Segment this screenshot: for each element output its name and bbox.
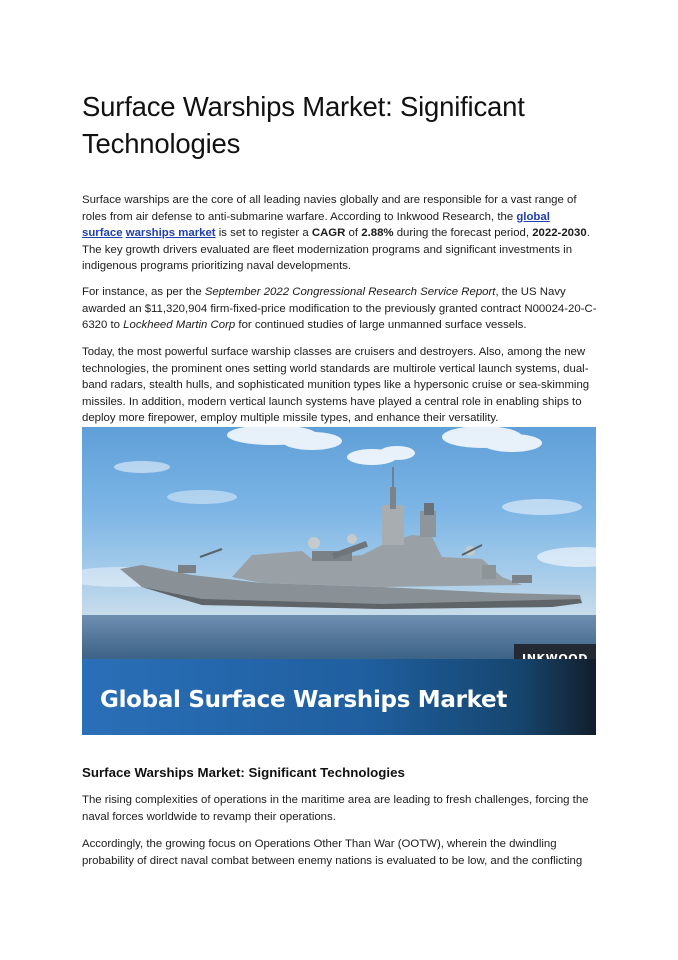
company-name: Lockheed Martin Corp <box>123 319 236 332</box>
p1-text1: Surface warships are the core of all leading navies globally and are responsible for a vast range of roles from air defense to anti-submarine warfare. According to Inkwood Research, the <box>82 194 577 223</box>
p2-text2: , the US Navy awarded an $11,320,904 firm-fixed-price modification to the previously granted contract N00024-20-C-6320 to <box>82 286 597 332</box>
section-heading: Surface Warships Market: Significant Technologies <box>82 765 405 780</box>
ootw-paragraph: Accordingly, the growing focus on Operations Other Than War (OOTW), wherein the dwindling probability of direct naval combat between enemy nations is evaluated to be low, and the conflicting <box>82 838 583 867</box>
banner-title: Global Surface Warships Market <box>100 687 508 713</box>
complexities-paragraph: The rising complexities of operations in the maritime area are leading to fresh challenges, forcing the naval forces worldwide to revamp their operations. <box>82 794 589 823</box>
cagr-value: 2.88% <box>361 227 394 240</box>
warships-market-link[interactable]: warships market <box>125 227 216 240</box>
technologies-paragraph: Today, the most powerful surface warship classes are cruisers and destroyers. Also, among the new technologies, the prominent ones setting world standards are multirole vertical launch systems, dual-band radars, stealth hulls, and sophisticated munition types like a hypersonic cruise or sea-skimming missiles. In addition, modern vertical launch systems have played a central role in enabling ships to deploy more firepower, employ multiple missile types, and enhance their versatility. <box>82 346 590 425</box>
p1-text4: during the forecast period, <box>393 227 533 240</box>
p1-text2: is set to register a <box>215 227 312 240</box>
intro-paragraph <box>82 192 598 275</box>
forecast-period: 2022-2030 <box>532 227 587 240</box>
page-title-line1: Surface Warships Market: Significant <box>82 91 525 122</box>
p2-text3: for continued studies of large unmanned surface vessels. <box>235 319 527 332</box>
warship-banner-image <box>82 427 596 735</box>
page-title-line2: Technologies <box>82 128 241 159</box>
p2-text1: For instance, as per the <box>82 286 205 298</box>
banner-strip <box>82 659 596 735</box>
cagr-label: CAGR <box>311 227 346 240</box>
p1-text5: . The key growth drivers evaluated are fleet modernization programs and significant investments in indigenous programs prioritizing naval developments. <box>82 227 590 273</box>
warship-graphic <box>82 427 596 667</box>
page-title <box>82 88 598 162</box>
p1-text3: of <box>345 227 362 240</box>
surface-link[interactable]: surface <box>82 227 123 240</box>
report-name: September 2022 Congressional Research Service Report <box>204 286 496 298</box>
global-link[interactable]: global <box>516 210 550 223</box>
contract-paragraph <box>82 284 598 334</box>
